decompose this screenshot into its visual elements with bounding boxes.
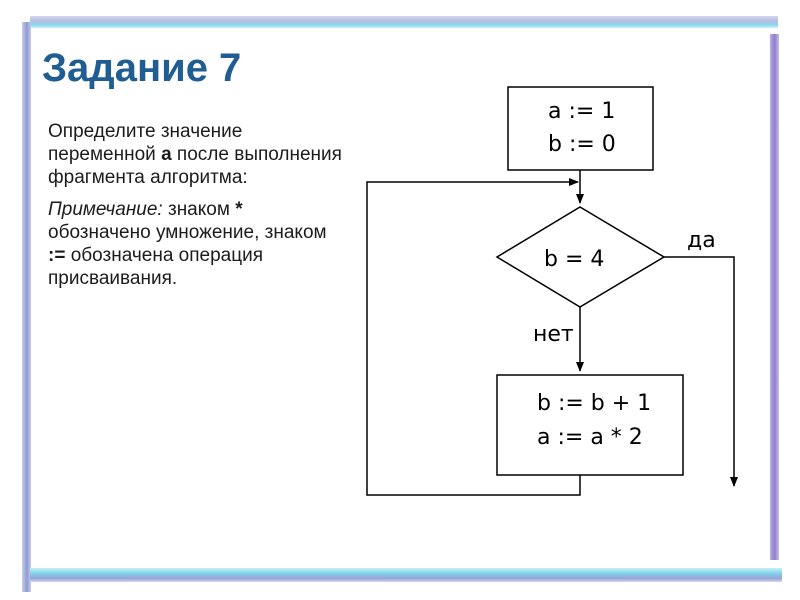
no-label: нет (533, 322, 574, 347)
multiply-symbol: * (235, 199, 243, 220)
assign-symbol: := (48, 245, 66, 266)
note-label: Примечание: (48, 199, 163, 220)
body-line-a: a := a * 2 (537, 425, 643, 450)
slide-title: Задание 7 (42, 46, 242, 90)
task-variable: a (161, 144, 172, 165)
task-note: Примечание: знаком * обозначено умножение, знаком := обозначена операция присваивания. (48, 199, 327, 289)
condition-text: b = 4 (544, 247, 605, 272)
init-line-a: a := 1 (548, 99, 616, 124)
yes-label: да (687, 228, 716, 253)
task-question: Определите значение переменной a после выполнения фрагмента алгоритма: (48, 121, 342, 188)
body-line-b: b := b + 1 (537, 391, 652, 416)
init-line-b: b := 0 (548, 132, 616, 157)
